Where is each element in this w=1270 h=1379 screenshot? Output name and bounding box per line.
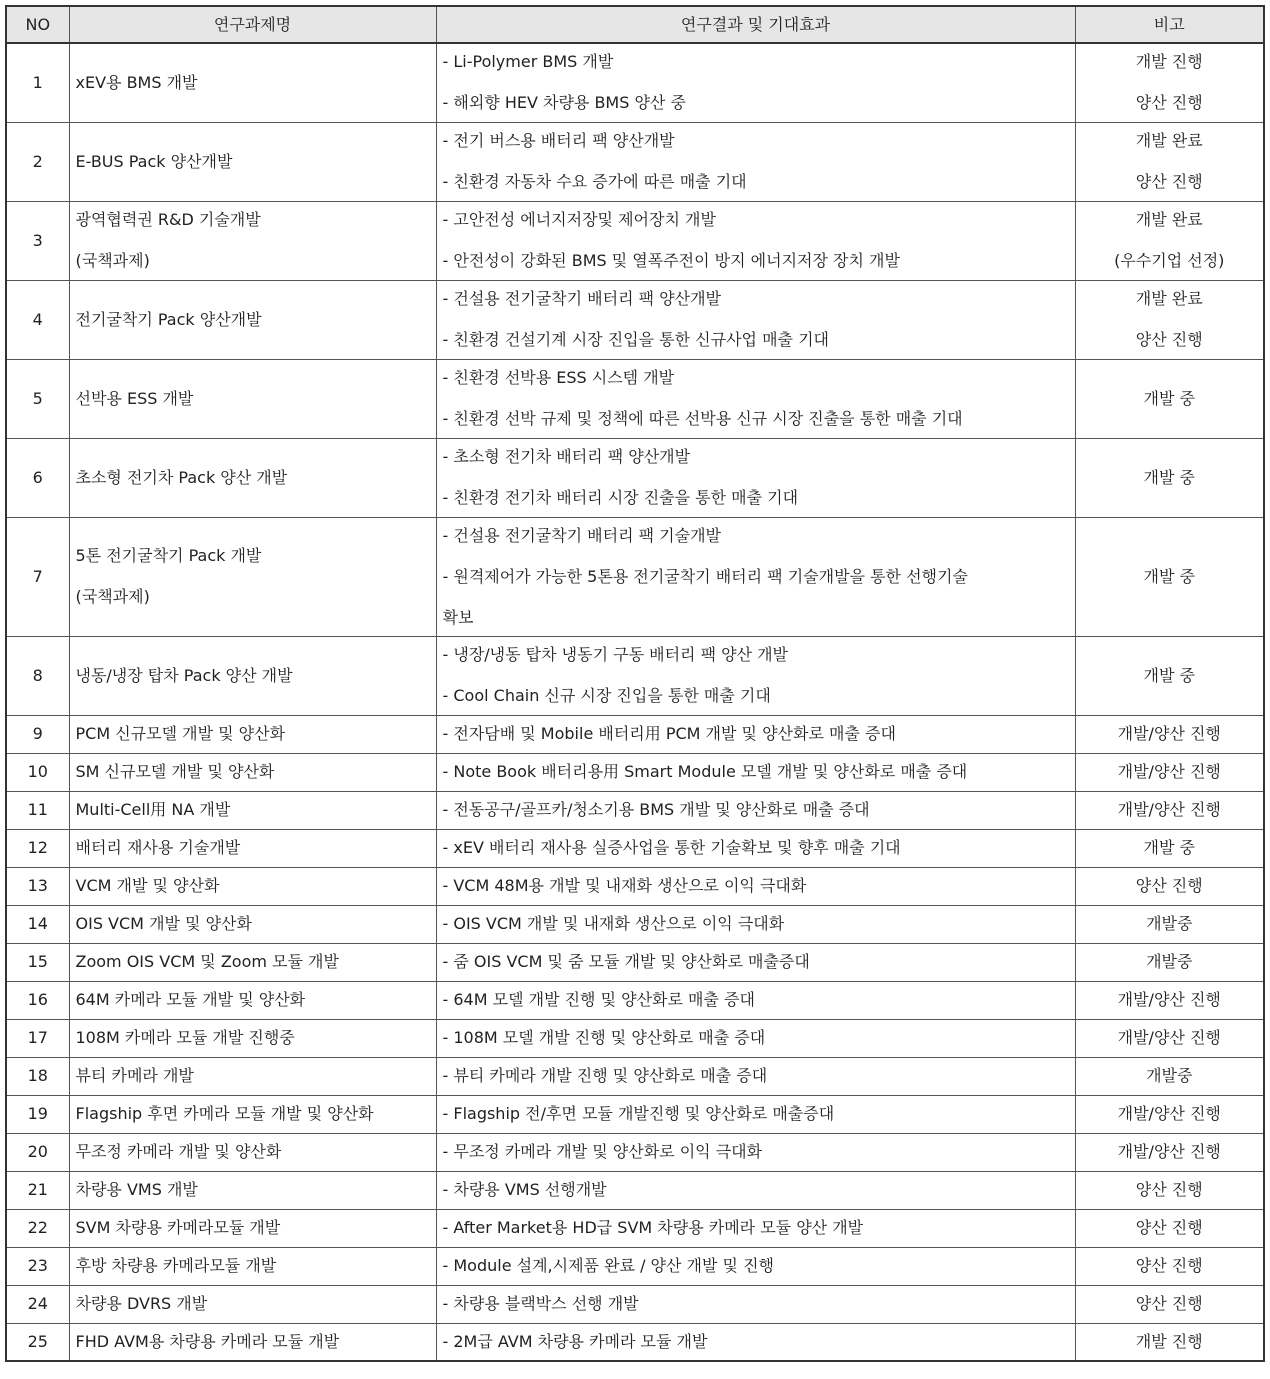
row-number: 5	[6, 359, 69, 438]
project-results	[436, 1019, 1075, 1057]
project-note	[1075, 1247, 1264, 1285]
project-results-line: - After Market용 HD급 SVM 차량용 카메라 모듈 양산 개발	[442, 1218, 864, 1237]
project-title-line: 초소형 전기차 Pack 양산 개발	[75, 467, 288, 487]
table-row	[6, 43, 1264, 122]
table-row	[6, 829, 1264, 867]
project-results	[436, 981, 1075, 1019]
row-number: 20	[6, 1133, 69, 1171]
project-results-line: - 건설용 전기굴착기 배터리 팩 양산개발	[442, 289, 721, 308]
table-row	[6, 867, 1264, 905]
project-note	[1075, 1057, 1264, 1095]
project-title	[69, 1133, 436, 1171]
table-row	[6, 1209, 1264, 1247]
project-title	[69, 905, 436, 943]
project-results-line: - VCM 48M용 개발 및 내재화 생산으로 이익 극대화	[442, 876, 807, 895]
project-title-line: 뷰티 카메라 개발	[75, 1066, 194, 1085]
research-projects-table	[5, 5, 1265, 1362]
table-header-row	[6, 6, 1264, 43]
project-note-line: 개발/양산 진행	[1117, 762, 1221, 781]
project-results	[436, 636, 1075, 715]
project-note	[1075, 201, 1264, 280]
row-number: 11	[6, 791, 69, 829]
project-title-line: 차량용 DVRS 개발	[75, 1294, 208, 1313]
row-number: 14	[6, 905, 69, 943]
project-results-line: - 친환경 자동차 수요 증가에 따른 매출 기대	[442, 172, 747, 191]
project-note	[1075, 791, 1264, 829]
project-results-line: - 64M 모델 개발 진행 및 양산화로 매출 증대	[442, 990, 755, 1009]
table-row	[6, 517, 1264, 636]
project-note-line: 개발중	[1146, 1066, 1193, 1085]
table-row	[6, 753, 1264, 791]
project-results	[436, 201, 1075, 280]
project-note	[1075, 1133, 1264, 1171]
project-results	[436, 791, 1075, 829]
project-title-line: SVM 차량용 카메라모듈 개발	[75, 1218, 281, 1237]
row-number: 17	[6, 1019, 69, 1057]
table-body	[6, 43, 1264, 1361]
project-results-line: - 친환경 전기차 배터리 시장 진출을 통한 매출 기대	[442, 488, 799, 507]
project-results	[436, 1171, 1075, 1209]
project-results	[436, 517, 1075, 636]
project-results	[436, 715, 1075, 753]
project-note-line: 양산 진행	[1135, 1180, 1203, 1199]
project-results-line: - 차량용 블랙박스 선행 개발	[442, 1294, 639, 1313]
project-note	[1075, 753, 1264, 791]
project-note-line: 개발/양산 진행	[1117, 1104, 1221, 1123]
row-number: 3	[6, 201, 69, 280]
project-note-line: 양산 진행	[1135, 1218, 1203, 1237]
row-number: 10	[6, 753, 69, 791]
project-results	[436, 1057, 1075, 1095]
project-note	[1075, 1285, 1264, 1323]
table-row	[6, 1323, 1264, 1361]
header-note: 비고	[1075, 6, 1264, 43]
project-results-line: - 친환경 선박용 ESS 시스템 개발	[442, 368, 675, 387]
project-results-line: - xEV 배터리 재사용 실증사업을 통한 기술확보 및 향후 매출 기대	[442, 838, 901, 857]
project-note-line: 양산 진행	[1135, 330, 1203, 349]
table-row	[6, 438, 1264, 517]
project-results-line: - 108M 모델 개발 진행 및 양산화로 매출 증대	[442, 1028, 766, 1047]
project-results	[436, 122, 1075, 201]
table-row	[6, 359, 1264, 438]
project-title-line: 108M 카메라 모듈 개발 진행중	[75, 1028, 295, 1047]
table-row	[6, 201, 1264, 280]
project-title-line: 선박용 ESS 개발	[75, 388, 194, 408]
project-results	[436, 438, 1075, 517]
row-number: 9	[6, 715, 69, 753]
row-number: 6	[6, 438, 69, 517]
project-results	[436, 1095, 1075, 1133]
row-number: 22	[6, 1209, 69, 1247]
row-number: 21	[6, 1171, 69, 1209]
project-note-line: 개발 중	[1143, 665, 1195, 685]
project-title-line: 후방 차량용 카메라모듈 개발	[75, 1256, 277, 1275]
table-row	[6, 715, 1264, 753]
project-title-line: 무조정 카메라 개발 및 양산화	[75, 1142, 282, 1161]
project-title	[69, 438, 436, 517]
project-note-line: 개발/양산 진행	[1117, 800, 1221, 819]
project-note-line: 개발 진행	[1135, 1331, 1203, 1351]
project-results	[436, 1285, 1075, 1323]
project-title-line: 전기굴착기 Pack 양산개발	[75, 309, 262, 329]
row-number: 16	[6, 981, 69, 1019]
project-results-line: - Note Book 배터리용用 Smart Module 모델 개발 및 양산화로 매출 증대	[442, 762, 968, 781]
project-note-line: 개발 중	[1143, 388, 1195, 408]
project-results-line: - 냉장/냉동 탑차 냉동기 구동 배터리 팩 양산 개발	[442, 645, 789, 664]
project-note-line: 개발/양산 진행	[1117, 1142, 1221, 1161]
project-note-line: 개발중	[1146, 914, 1193, 933]
project-results-line: - 전자담배 및 Mobile 배터리用 PCM 개발 및 양산화로 매출 증대	[442, 724, 896, 743]
project-results-line: 확보	[442, 607, 474, 627]
project-title	[69, 1285, 436, 1323]
project-results	[436, 943, 1075, 981]
project-note	[1075, 1209, 1264, 1247]
project-results-line: - 차량용 VMS 선행개발	[442, 1180, 607, 1199]
project-results-line: - 친환경 선박 규제 및 정책에 따른 선박용 신규 시장 진출을 통한 매출 기대	[442, 409, 963, 428]
row-number: 19	[6, 1095, 69, 1133]
project-note-line: 개발중	[1146, 952, 1193, 971]
project-results-line: - Li-Polymer BMS 개발	[442, 52, 614, 72]
project-results	[436, 280, 1075, 359]
project-results	[436, 867, 1075, 905]
row-number: 2	[6, 122, 69, 201]
project-title-line: 광역협력권 R&D 기술개발	[75, 210, 261, 229]
project-title-line: (국책과제)	[75, 251, 150, 270]
project-note	[1075, 438, 1264, 517]
project-results	[436, 359, 1075, 438]
project-results	[436, 43, 1075, 122]
project-results	[436, 1133, 1075, 1171]
project-title	[69, 43, 436, 122]
row-number: 8	[6, 636, 69, 715]
project-title-line: VCM 개발 및 양산화	[75, 876, 220, 895]
project-results-line: - 뷰티 카메라 개발 진행 및 양산화로 매출 증대	[442, 1066, 768, 1085]
table-row	[6, 280, 1264, 359]
project-results-line: - Flagship 전/후면 모듈 개발진행 및 양산화로 매출증대	[442, 1104, 835, 1123]
header-no: NO	[6, 6, 69, 43]
project-title	[69, 1247, 436, 1285]
project-note-line: (우수기업 선정)	[1114, 251, 1225, 270]
project-title	[69, 753, 436, 791]
project-note	[1075, 280, 1264, 359]
project-title-line: FHD AVM용 차량용 카메라 모듈 개발	[75, 1331, 340, 1351]
project-note	[1075, 636, 1264, 715]
project-results	[436, 1247, 1075, 1285]
project-note	[1075, 1019, 1264, 1057]
project-results-line: - 원격제어가 가능한 5톤용 전기굴착기 배터리 팩 기술개발을 통한 선행기술	[442, 566, 968, 586]
row-number: 12	[6, 829, 69, 867]
project-results-line: - 안전성이 강화된 BMS 및 열폭주전이 방지 에너지저장 장치 개발	[442, 251, 900, 270]
row-number: 15	[6, 943, 69, 981]
project-note-line: 개발 진행	[1135, 52, 1203, 72]
table-row	[6, 905, 1264, 943]
project-title-line: (국책과제)	[75, 587, 150, 606]
row-number: 25	[6, 1323, 69, 1361]
project-title	[69, 715, 436, 753]
table-row	[6, 943, 1264, 981]
project-title-line: E-BUS Pack 양산개발	[75, 151, 233, 171]
project-note-line: 개발 중	[1143, 467, 1195, 487]
project-title-line: Flagship 후면 카메라 모듈 개발 및 양산화	[75, 1104, 374, 1123]
project-note	[1075, 359, 1264, 438]
project-title	[69, 1209, 436, 1247]
project-title	[69, 1095, 436, 1133]
project-note-line: 양산 진행	[1135, 876, 1203, 895]
project-results-line: - Module 설계,시제품 완료 / 양산 개발 및 진행	[442, 1256, 775, 1275]
project-results-line: - 2M급 AVM 차량용 카메라 모듈 개발	[442, 1331, 708, 1351]
project-note-line: 양산 진행	[1135, 172, 1203, 191]
project-title	[69, 791, 436, 829]
project-note-line: 개발 완료	[1135, 289, 1203, 308]
project-results-line: - 줌 OIS VCM 및 줌 모듈 개발 및 양산화로 매출증대	[442, 952, 810, 971]
table-row	[6, 1095, 1264, 1133]
project-results-line: - OIS VCM 개발 및 내재화 생산으로 이익 극대화	[442, 914, 785, 933]
project-results	[436, 829, 1075, 867]
project-title-line: 배터리 재사용 기술개발	[75, 838, 241, 857]
table-row	[6, 122, 1264, 201]
row-number: 7	[6, 517, 69, 636]
table-row	[6, 1057, 1264, 1095]
project-title	[69, 201, 436, 280]
research-table-container	[5, 5, 1265, 1362]
project-title	[69, 359, 436, 438]
project-note-line: 개발 중	[1143, 566, 1195, 586]
row-number: 18	[6, 1057, 69, 1095]
project-results-line: - 건설용 전기굴착기 배터리 팩 기술개발	[442, 525, 721, 545]
project-note	[1075, 867, 1264, 905]
project-note	[1075, 905, 1264, 943]
project-results-line: - 전기 버스용 배터리 팩 양산개발	[442, 131, 675, 150]
project-title	[69, 829, 436, 867]
project-title-line: 냉동/냉장 탑차 Pack 양산 개발	[75, 665, 293, 685]
project-title-line: xEV용 BMS 개발	[75, 72, 198, 92]
project-results-line: - Cool Chain 신규 시장 진입을 통한 매출 기대	[442, 686, 771, 705]
project-results-line: - 무조정 카메라 개발 및 양산화로 이익 극대화	[442, 1142, 763, 1161]
table-row	[6, 1019, 1264, 1057]
project-title	[69, 1019, 436, 1057]
row-number: 13	[6, 867, 69, 905]
project-note	[1075, 517, 1264, 636]
project-title-line: SM 신규모델 개발 및 양산화	[75, 762, 275, 781]
project-results	[436, 1209, 1075, 1247]
project-title	[69, 981, 436, 1019]
table-row	[6, 1171, 1264, 1209]
row-number: 4	[6, 280, 69, 359]
project-note	[1075, 1171, 1264, 1209]
project-note-line: 양산 진행	[1135, 1294, 1203, 1313]
project-title-line: 64M 카메라 모듈 개발 및 양산화	[75, 990, 306, 1009]
project-results	[436, 753, 1075, 791]
project-note-line: 개발/양산 진행	[1117, 724, 1221, 743]
project-title-line: Multi-Cell用 NA 개발	[75, 800, 231, 819]
project-note	[1075, 829, 1264, 867]
project-title	[69, 280, 436, 359]
project-results	[436, 905, 1075, 943]
project-results-line: - 전동공구/골프카/청소기용 BMS 개발 및 양산화로 매출 증대	[442, 800, 870, 819]
project-title-line: 차량용 VMS 개발	[75, 1180, 198, 1199]
project-note	[1075, 1323, 1264, 1361]
project-results	[436, 1323, 1075, 1361]
project-note	[1075, 1095, 1264, 1133]
project-note-line: 개발/양산 진행	[1117, 990, 1221, 1009]
project-results-line: - 초소형 전기차 배터리 팩 양산개발	[442, 447, 691, 466]
project-title	[69, 1171, 436, 1209]
project-note	[1075, 43, 1264, 122]
project-title	[69, 636, 436, 715]
project-note-line: 양산 진행	[1135, 93, 1203, 113]
project-note	[1075, 943, 1264, 981]
project-title	[69, 1057, 436, 1095]
row-number: 24	[6, 1285, 69, 1323]
project-title-line: OIS VCM 개발 및 양산화	[75, 914, 252, 933]
table-row	[6, 636, 1264, 715]
project-results-line: - 해외향 HEV 차량용 BMS 양산 중	[442, 93, 686, 113]
project-note	[1075, 715, 1264, 753]
project-note-line: 양산 진행	[1135, 1256, 1203, 1275]
project-title-line: PCM 신규모델 개발 및 양산화	[75, 724, 286, 743]
project-title-line: 5톤 전기굴착기 Pack 개발	[75, 546, 262, 565]
row-number: 1	[6, 43, 69, 122]
header-project-name: 연구과제명	[69, 6, 436, 43]
table-row	[6, 791, 1264, 829]
project-note-line: 개발 완료	[1135, 131, 1203, 150]
project-title	[69, 122, 436, 201]
project-title	[69, 517, 436, 636]
project-note-line: 개발 중	[1143, 838, 1195, 857]
project-note	[1075, 122, 1264, 201]
project-note-line: 개발 완료	[1135, 210, 1203, 229]
row-number: 23	[6, 1247, 69, 1285]
project-title	[69, 943, 436, 981]
project-results-line: - 고안전성 에너지저장및 제어장치 개발	[442, 210, 716, 229]
table-row	[6, 1247, 1264, 1285]
project-note	[1075, 981, 1264, 1019]
table-row	[6, 1285, 1264, 1323]
project-title-line: Zoom OIS VCM 및 Zoom 모듈 개발	[75, 952, 339, 971]
project-results-line: - 친환경 건설기계 시장 진입을 통한 신규사업 매출 기대	[442, 330, 829, 349]
project-title	[69, 1323, 436, 1361]
project-note-line: 개발/양산 진행	[1117, 1028, 1221, 1047]
table-row	[6, 1133, 1264, 1171]
table-row	[6, 981, 1264, 1019]
header-results-effects: 연구결과 및 기대효과	[436, 6, 1075, 43]
project-title	[69, 867, 436, 905]
